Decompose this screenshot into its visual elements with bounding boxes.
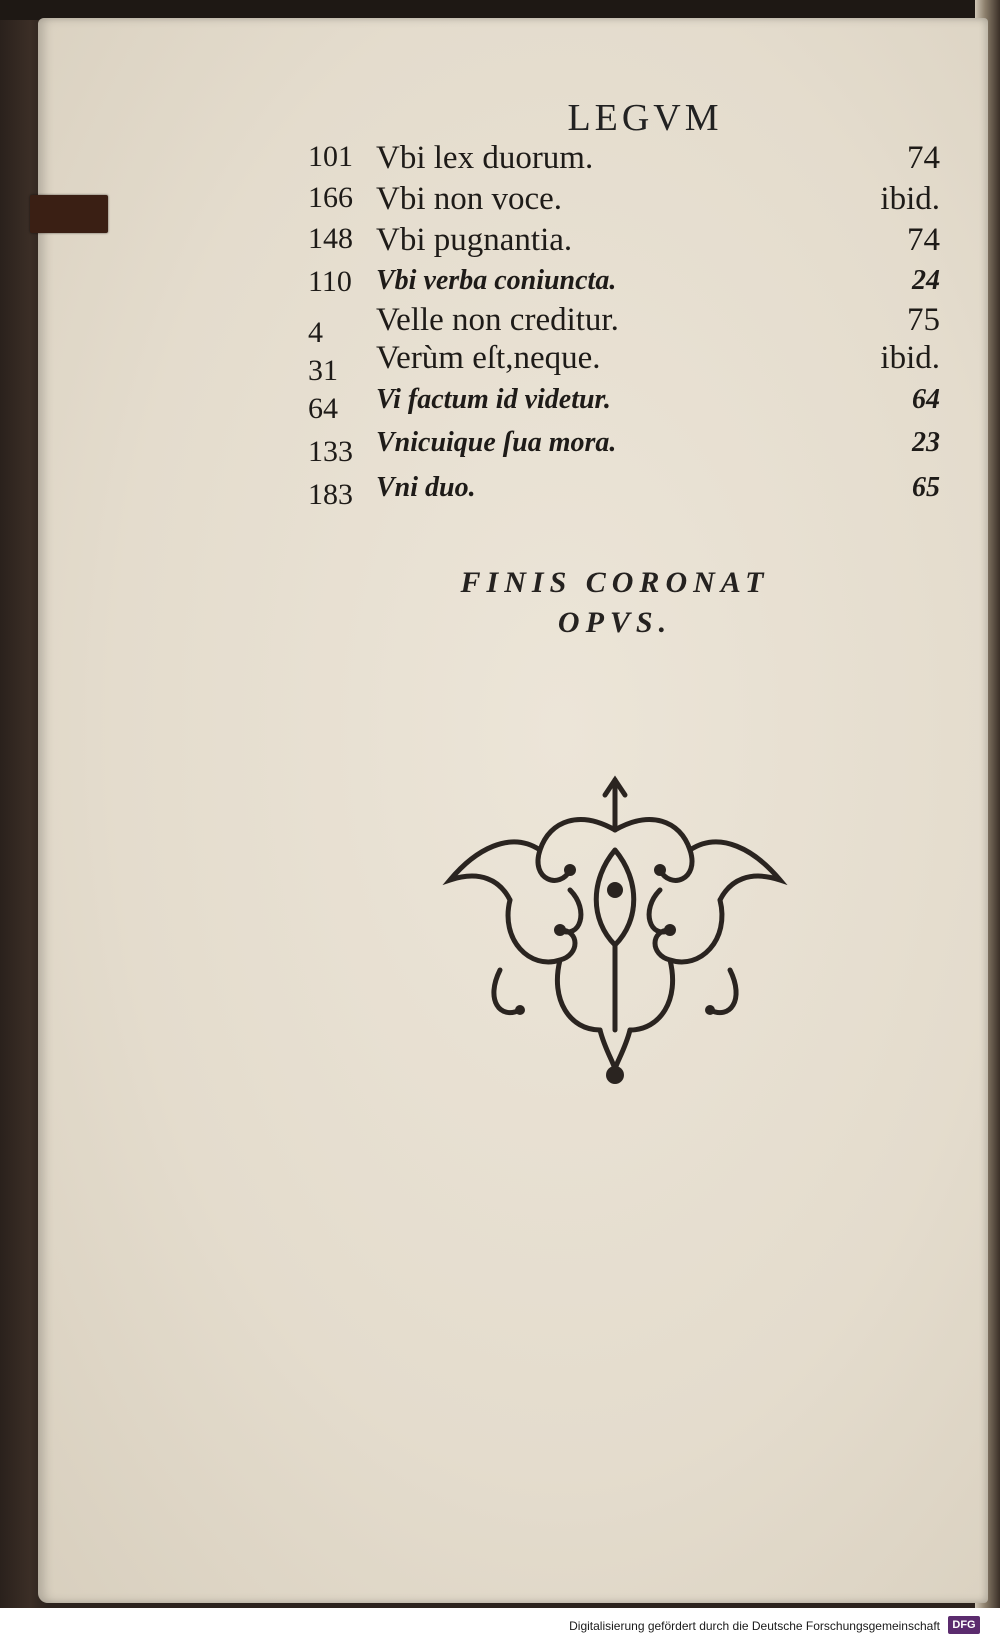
colophon-line-1: FINIS CORONAT — [460, 566, 770, 599]
entry-number: 183 — [308, 478, 353, 511]
entry-text: Vbi pugnantia. — [376, 222, 573, 258]
entry-page: 23 — [912, 427, 940, 458]
entry-number: 4 — [308, 316, 323, 349]
index-entry — [300, 384, 940, 426]
index-entry — [300, 340, 940, 387]
entry-number: 110 — [308, 265, 352, 298]
index-entry — [300, 140, 940, 182]
entry-page: 64 — [912, 384, 940, 415]
entry-text: Vbi non voce. — [376, 181, 563, 217]
entry-number: 148 — [308, 222, 353, 255]
entry-page: 65 — [912, 472, 940, 503]
index-entry — [300, 222, 940, 264]
printers-ornament — [440, 770, 790, 1090]
entry-page: 74 — [907, 222, 940, 258]
entry-text: Vbi verba coniuncta. — [376, 265, 617, 296]
book-top-edge — [0, 0, 1000, 20]
entry-number: 64 — [308, 392, 338, 425]
entry-page: 75 — [907, 302, 940, 338]
dfg-logo: DFG — [948, 1616, 980, 1634]
entry-text: Velle non creditur. — [376, 302, 619, 338]
index-tab — [30, 195, 108, 233]
entry-number: 31 — [308, 354, 338, 387]
entry-text: Vbi lex duorum. — [376, 140, 594, 176]
index-entry — [300, 181, 940, 223]
entry-number: 133 — [308, 435, 353, 468]
entry-page: 24 — [912, 265, 940, 296]
page-heading: LEGVM — [567, 97, 723, 139]
entry-text: Verùm eſt,neque. — [376, 340, 601, 376]
colophon-line-2: OPVS. — [557, 606, 673, 639]
index-entry — [300, 265, 940, 307]
index-entry — [300, 472, 940, 514]
entry-number: 101 — [308, 140, 353, 173]
entry-page: ibid. — [880, 340, 940, 376]
footer-credit: Digitalisierung gefördert durch die Deutsche Forschungsgemeinschaft — [569, 1619, 940, 1633]
index-entry — [300, 427, 940, 469]
index-entry — [300, 302, 940, 349]
entry-number: 166 — [308, 181, 353, 214]
entry-page: ibid. — [880, 181, 940, 217]
entry-page: 74 — [907, 140, 940, 176]
entry-text: Vni duo. — [376, 472, 476, 503]
entry-text: Vi factum id videtur. — [376, 384, 611, 415]
entry-text: Vnicuique ſua mora. — [376, 427, 617, 458]
